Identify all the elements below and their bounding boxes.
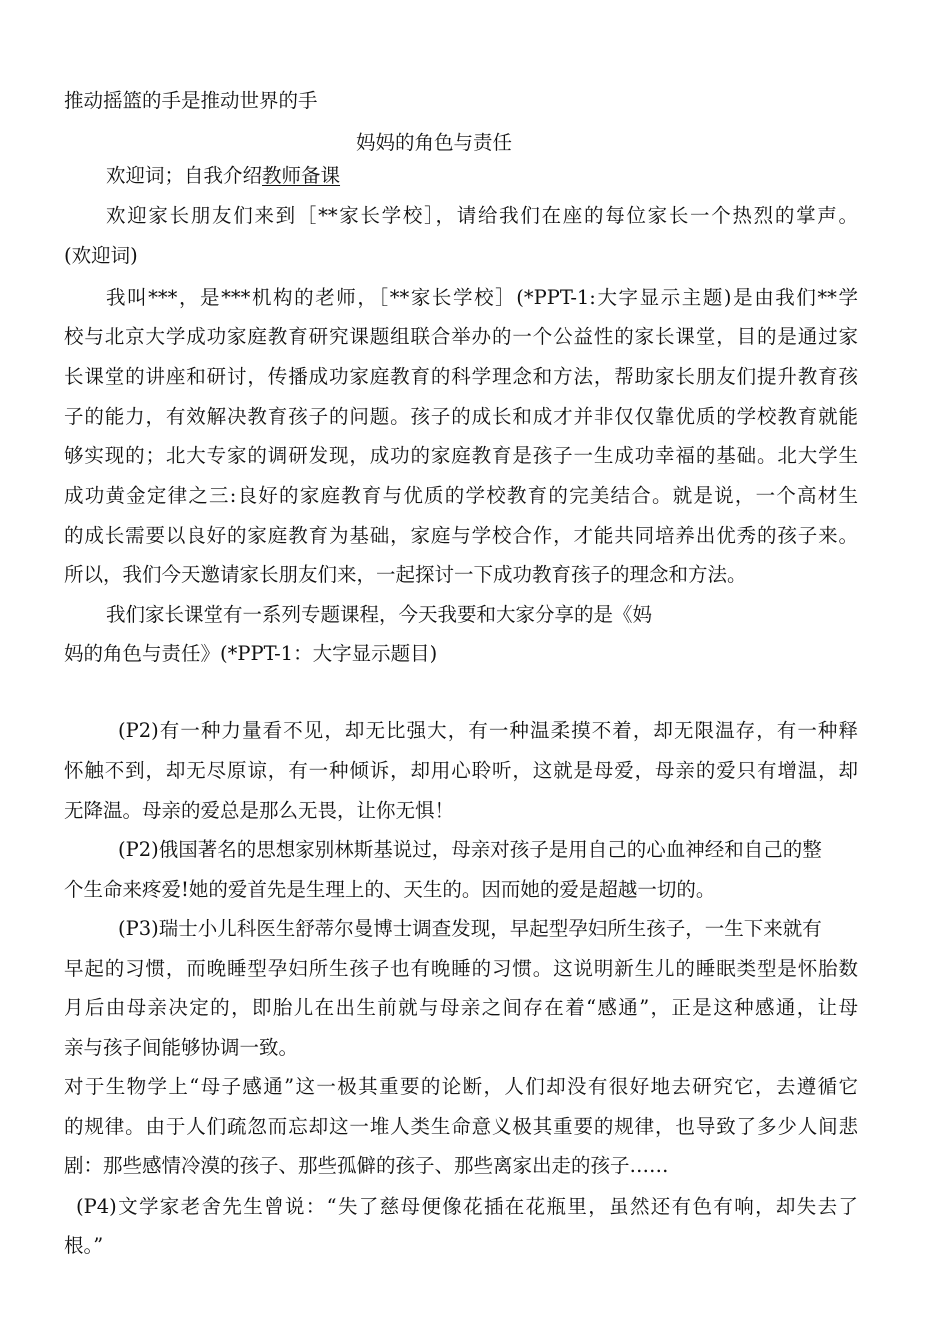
body-line: 根。” <box>64 1234 104 1257</box>
body-line: 对于生物学上“母子感通”这一极其重要的论断，人们却没有很好地去研究它，去遵循它 <box>64 1075 858 1098</box>
teacher-prep-link: 教师备课 <box>262 164 341 187</box>
body-line: 的规律。由于人们疏忽而忘却这一堆人类生命意义极其重要的规律，也导致了多少人间悲 <box>64 1115 858 1138</box>
body-line: (欢迎词) <box>64 244 138 267</box>
section-label: 欢迎词；自我介绍 <box>106 164 263 187</box>
body-line: 的成长需要以良好的家庭教育为基础，家庭与学校合作，才能共同培养出优秀的孩子来。 <box>64 524 858 547</box>
body-line: 够实现的；北大专家的调研发现，成功的家庭教育是孩子一生成功幸福的基础。北大学生 <box>64 444 858 467</box>
body-line: 月后由母亲决定的，即胎儿在出生前就与母亲之间存在着“感通”，正是这种感通，让母 <box>64 996 858 1019</box>
page-title: 妈妈的角色与责任 <box>356 131 513 154</box>
body-line: (P2)有一种力量看不见，却无比强大，有一种温柔摸不着，却无限温存，有一种释 <box>118 719 858 742</box>
body-line: (P4)文学家老舍先生曾说：“失了慈母便像花插在花瓶里，虽然还有色有响，却失去了 <box>76 1195 858 1218</box>
body-line: (P3)瑞士小儿科医生舒蒂尔曼博士调查发现，早起型孕妇所生孩子，一生下来就有 <box>118 917 822 940</box>
body-line: 亲与孩子间能够协调一致。 <box>64 1036 299 1059</box>
body-line: 剧：那些感情冷漠的孩子、那些孤僻的孩子、那些离家出走的孩子…… <box>64 1154 669 1177</box>
body-line: 欢迎家长朋友们来到［**家长学校］，请给我们在座的每位家长一个热烈的掌声。 <box>106 204 858 227</box>
body-line: 怀触不到，却无尽原谅，有一种倾诉，却用心聆听，这就是母爱，母亲的爱只有增温，却 <box>64 759 858 782</box>
body-line: 我们家长课堂有一系列专题课程，今天我要和大家分享的是《妈 <box>106 603 653 626</box>
body-line: 子的能力，有效解决教育孩子的问题。孩子的成长和成才并非仅仅靠优质的学校教育就能 <box>64 405 858 428</box>
section-heading <box>106 163 340 189</box>
body-line: 长课堂的讲座和研讨，传播成功家庭教育的科学理念和方法，帮助家长朋友们提升教育孩 <box>64 365 858 388</box>
body-line: 个生命来疼爱!她的爱首先是生理上的、天生的。因而她的爱是超越一切的。 <box>64 878 716 901</box>
body-line: 我叫***，是***机构的老师，［**家长学校］(*PPT-1:大字显示主题)是由我们**学 <box>106 286 858 309</box>
body-line: 所以，我们今天邀请家长朋友们来，一起探讨一下成功教育孩子的理念和方法。 <box>64 563 747 586</box>
body-line: (P2)俄国著名的思想家别林斯基说过，母亲对孩子是用自己的心血神经和自己的整 <box>118 838 822 861</box>
body-line: 早起的习惯，而晚睡型孕妇所生孩子也有晚睡的习惯。这说明新生儿的睡眠类型是怀胎数 <box>64 957 858 980</box>
body-line: 校与北京大学成功家庭教育研究课题组联合举办的一个公益性的家长课堂，目的是通过家 <box>64 325 858 348</box>
header-line: 推动摇篮的手是推动世界的手 <box>64 89 318 112</box>
body-line: 妈的角色与责任》(*PPT-1：大字显示题目) <box>64 642 438 665</box>
body-line: 成功黄金定律之三:良好的家庭教育与优质的学校教育的完美结合。就是说，一个高材生 <box>64 484 858 507</box>
body-line: 无降温。母亲的爱总是那么无畏，让你无惧！ <box>64 799 455 822</box>
